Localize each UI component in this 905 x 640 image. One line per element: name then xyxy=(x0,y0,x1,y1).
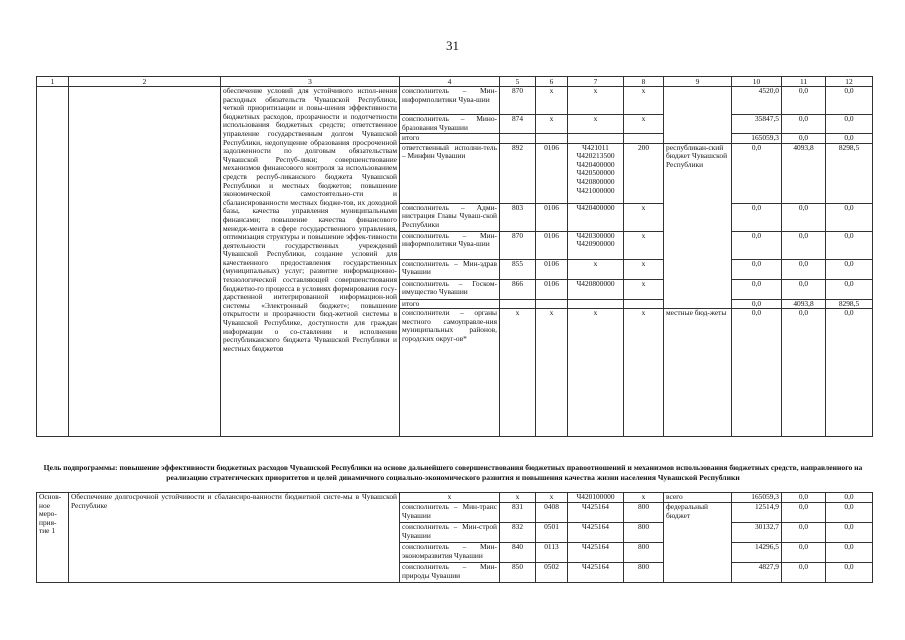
header-row xyxy=(37,77,873,87)
vr-cell: x xyxy=(624,203,664,231)
header-cell: 12 xyxy=(826,77,873,87)
table-row xyxy=(37,87,873,115)
rz-pr-cell: 0106 xyxy=(536,279,568,299)
header-cell: 10 xyxy=(732,77,782,87)
source-cell: федеральный бюджет xyxy=(664,503,732,583)
amount-2020: 0,0 xyxy=(782,134,826,144)
csr-cell: Ч421011 Ч420213500 Ч420400000 Ч420500000 Ч420800000 Ч421000000 xyxy=(568,143,624,203)
source-cell: местные бюд-жеты xyxy=(664,309,732,437)
empty-cell xyxy=(536,299,568,309)
vr-cell: 800 xyxy=(624,503,664,523)
amount-2021: 8298,5 xyxy=(826,143,873,203)
amount-2021: 0,0 xyxy=(826,134,873,144)
rz-pr-cell: 0408 xyxy=(536,503,568,523)
vr-cell: x xyxy=(624,259,664,279)
grbs-cell: 832 xyxy=(500,523,536,543)
empty-cell xyxy=(568,134,624,144)
amount-2021: 0,0 xyxy=(826,87,873,115)
vr-cell: x xyxy=(624,87,664,115)
csr-cell: x xyxy=(568,259,624,279)
grbs-cell: 803 xyxy=(500,203,536,231)
executor-cell: соисполнитель – Мино-бразования Чувашии xyxy=(400,115,500,134)
amount-2021: 0,0 xyxy=(826,523,873,543)
vr-cell: x xyxy=(624,115,664,134)
grbs-cell: 840 xyxy=(500,543,536,563)
vr-cell: x xyxy=(624,231,664,259)
grbs-cell: x xyxy=(500,309,536,437)
table-row xyxy=(37,493,873,503)
header-cell: 5 xyxy=(500,77,536,87)
header-cell: 9 xyxy=(664,77,732,87)
amount-2021: 0,0 xyxy=(826,503,873,523)
csr-cell: Ч425164 xyxy=(568,543,624,563)
header-cell: 7 xyxy=(568,77,624,87)
csr-cell: Ч425164 xyxy=(568,523,624,543)
amount-2019: 0,0 xyxy=(732,203,782,231)
measure-name: Обеспечение долгосрочной устойчивости и сбалансиро-ванности бюджетной систе-мы в Чувашской Республике xyxy=(69,493,400,583)
amount-2019: 35847,5 xyxy=(732,115,782,134)
amount-2019: 0,0 xyxy=(732,279,782,299)
amount-2021: 0,0 xyxy=(826,231,873,259)
grbs-cell: 892 xyxy=(500,143,536,203)
executor-cell: ответственный исполни-тель – Минфин Чувашии xyxy=(400,143,500,203)
empty-cell xyxy=(536,134,568,144)
rz-pr-cell: x xyxy=(536,309,568,437)
empty-cell xyxy=(568,299,624,309)
empty-cell xyxy=(624,299,664,309)
amount-2021: 0,0 xyxy=(826,493,873,503)
executor-cell: соисполнитель – Мин-природы Чувашии xyxy=(400,563,500,583)
amount-2020: 0,0 xyxy=(782,523,826,543)
amount-2020: 4093,8 xyxy=(782,143,826,203)
source-cell xyxy=(664,87,732,144)
page-number: 31 xyxy=(446,38,459,53)
amount-2019: 0,0 xyxy=(732,143,782,203)
amount-2021: 0,0 xyxy=(826,115,873,134)
csr-cell: Ч420800000 xyxy=(568,279,624,299)
rz-pr-cell: 0113 xyxy=(536,543,568,563)
csr-cell: Ч420400000 xyxy=(568,203,624,231)
header-cell: 3 xyxy=(221,77,400,87)
grbs-cell: 855 xyxy=(500,259,536,279)
rz-pr-cell: x xyxy=(536,87,568,115)
grbs-cell: 870 xyxy=(500,87,536,115)
executor-cell: соисполнитель – Мин-здрав Чувашии xyxy=(400,259,500,279)
rz-pr-cell: 0501 xyxy=(536,523,568,543)
source-cell: всего xyxy=(664,493,732,503)
amount-2020: 0,0 xyxy=(782,279,826,299)
rz-pr-cell: 0106 xyxy=(536,143,568,203)
grbs-cell: 874 xyxy=(500,115,536,134)
executor-cell: соисполнитель – Адми-нистрация Главы Чуваш-ской Республики xyxy=(400,203,500,231)
amount-2021: 8298,5 xyxy=(826,299,873,309)
amount-2021: 0,0 xyxy=(826,259,873,279)
csr-cell: x xyxy=(568,309,624,437)
grbs-cell: 870 xyxy=(500,231,536,259)
header-cell: 8 xyxy=(624,77,664,87)
header-cell: 6 xyxy=(536,77,568,87)
header-cell: 1 xyxy=(37,77,69,87)
amount-2021: 0,0 xyxy=(826,309,873,437)
total-label: итого xyxy=(400,299,500,309)
budget-table-top xyxy=(36,76,873,437)
rz-pr-cell: x xyxy=(536,115,568,134)
grbs-cell: 850 xyxy=(500,563,536,583)
amount-2019: 4520,0 xyxy=(732,87,782,115)
csr-cell: x xyxy=(568,115,624,134)
amount-2019: 4827,9 xyxy=(732,563,782,583)
csr-cell: Ч420100000 xyxy=(568,493,624,503)
measure-label: Основ-ное меро-прия-тие 1 xyxy=(37,493,69,583)
rz-pr-cell: 0502 xyxy=(536,563,568,583)
total-label: итого xyxy=(400,134,500,144)
executor-cell: x xyxy=(400,493,500,503)
amount-2020: 0,0 xyxy=(782,203,826,231)
header-cell: 2 xyxy=(69,77,221,87)
vr-cell: x xyxy=(624,493,664,503)
amount-2019: 0,0 xyxy=(732,299,782,309)
amount-2020: 0,0 xyxy=(782,231,826,259)
rz-pr-cell: 0106 xyxy=(536,231,568,259)
empty-cell xyxy=(500,134,536,144)
amount-2020: 4093,8 xyxy=(782,299,826,309)
vr-cell: 800 xyxy=(624,543,664,563)
empty-cell xyxy=(624,134,664,144)
cell-col1 xyxy=(37,87,69,437)
header-cell: 4 xyxy=(400,77,500,87)
cell-col2 xyxy=(69,87,221,437)
executor-cell: соисполнитель – Мин-экономразвития Чувашии xyxy=(400,543,500,563)
csr-cell: Ч425164 xyxy=(568,563,624,583)
amount-2019: 165059,3 xyxy=(732,134,782,144)
amount-2019: 0,0 xyxy=(732,231,782,259)
vr-cell: x xyxy=(624,279,664,299)
amount-2019: 165059,3 xyxy=(732,493,782,503)
amount-2020: 0,0 xyxy=(782,493,826,503)
amount-2020: 0,0 xyxy=(782,259,826,279)
rz-pr-cell: 0106 xyxy=(536,259,568,279)
amount-2020: 0,0 xyxy=(782,309,826,437)
executor-cell: соисполнитель – Мин-транс Чувашии xyxy=(400,503,500,523)
executor-cell: соисполнитель – Мин-строй Чувашии xyxy=(400,523,500,543)
executor-cell: соисполнитель – Мин-информполитики Чува-шии xyxy=(400,87,500,115)
amount-2021: 0,0 xyxy=(826,543,873,563)
amount-2020: 0,0 xyxy=(782,115,826,134)
csr-cell: x xyxy=(568,87,624,115)
csr-cell: Ч425164 xyxy=(568,503,624,523)
empty-cell xyxy=(500,299,536,309)
amount-2019: 12514,9 xyxy=(732,503,782,523)
source-cell: республикан-ский бюджет Чувашской Республики xyxy=(664,143,732,309)
amount-2021: 0,0 xyxy=(826,203,873,231)
vr-cell: 200 xyxy=(624,143,664,203)
amount-2020: 0,0 xyxy=(782,563,826,583)
subprogram-goal: Цель подпрограммы: повышение эффективности бюджетных расходов Чувашской Республики на основе дальнейшего совершенствования бюджетных правоотношений и механизмов использования бюджетных средств, направленного на реализацию стратегических приоритетов и целей динамичного социально-экономического развития и повышения качества жизни населения Чувашской Республики xyxy=(43,463,863,482)
activity-description: обеспечение условий для устойчивого испол-нения расходных обязательств Чувашской Республики, четкой приоритизации и повы-шения эффективности бюджетных расходов, прозрачности и подотчетности использования бюджетных средств; ответственное управление государственным долгом Чувашской Республики, недопущение образования просроченной задолженности по долговым обязательствам Чувашской Респуб-лики; совершенствование механизмов финансового контроля за использованием средств респуб-ликанского бюджета Чувашской Республики и местных бюджетов; повышение экономической самостоятельно-сти и сбалансированности местных бюдже-тов, их доходной базы, качества управления муниципальными финансами; повышение качества финансового менедж-мента в сфере государственного управления, оптимизация структуры и повышение эффек-тивности деятельности государственных учреждений Чувашской Республики, создание условий для качественного предоставления государственных (муниципальных) услуг; развитие информационно-технологической составляющей совершенствования бюджетно-го процесса в условиях формирования госу-дарственной интегрированной информацион-ной системы «Электронный бюджет»; повышение открытости и прозрачности бюд-жетной системы в Чувашской Республике, доступности для граждан информации о со-ставлении и исполнении республиканского бюджета Чувашской Республики и местных бюджетов xyxy=(221,87,400,437)
executor-cell: соисполнитель – Мин-информполитики Чува-шии xyxy=(400,231,500,259)
budget-table-bottom xyxy=(36,492,873,583)
amount-2021: 0,0 xyxy=(826,563,873,583)
grbs-cell: x xyxy=(500,493,536,503)
amount-2020: 0,0 xyxy=(782,503,826,523)
csr-cell: Ч420300000 Ч420900000 xyxy=(568,231,624,259)
vr-cell: 800 xyxy=(624,563,664,583)
grbs-cell: 831 xyxy=(500,503,536,523)
rz-pr-cell: x xyxy=(536,493,568,503)
amount-2019: 0,0 xyxy=(732,259,782,279)
amount-2021: 0,0 xyxy=(826,279,873,299)
amount-2020: 0,0 xyxy=(782,543,826,563)
amount-2019: 14296,5 xyxy=(732,543,782,563)
amount-2019: 30132,7 xyxy=(732,523,782,543)
vr-cell: 800 xyxy=(624,523,664,543)
executor-cell: соисполнители – органы местного самоуправле-ния муниципальных районов, городских округ-ов* xyxy=(400,309,500,437)
amount-2020: 0,0 xyxy=(782,87,826,115)
executor-cell: соисполнитель – Госком-имущество Чувашии xyxy=(400,279,500,299)
header-cell: 11 xyxy=(782,77,826,87)
rz-pr-cell: 0106 xyxy=(536,203,568,231)
grbs-cell: 866 xyxy=(500,279,536,299)
amount-2019: 0,0 xyxy=(732,309,782,437)
vr-cell: x xyxy=(624,309,664,437)
